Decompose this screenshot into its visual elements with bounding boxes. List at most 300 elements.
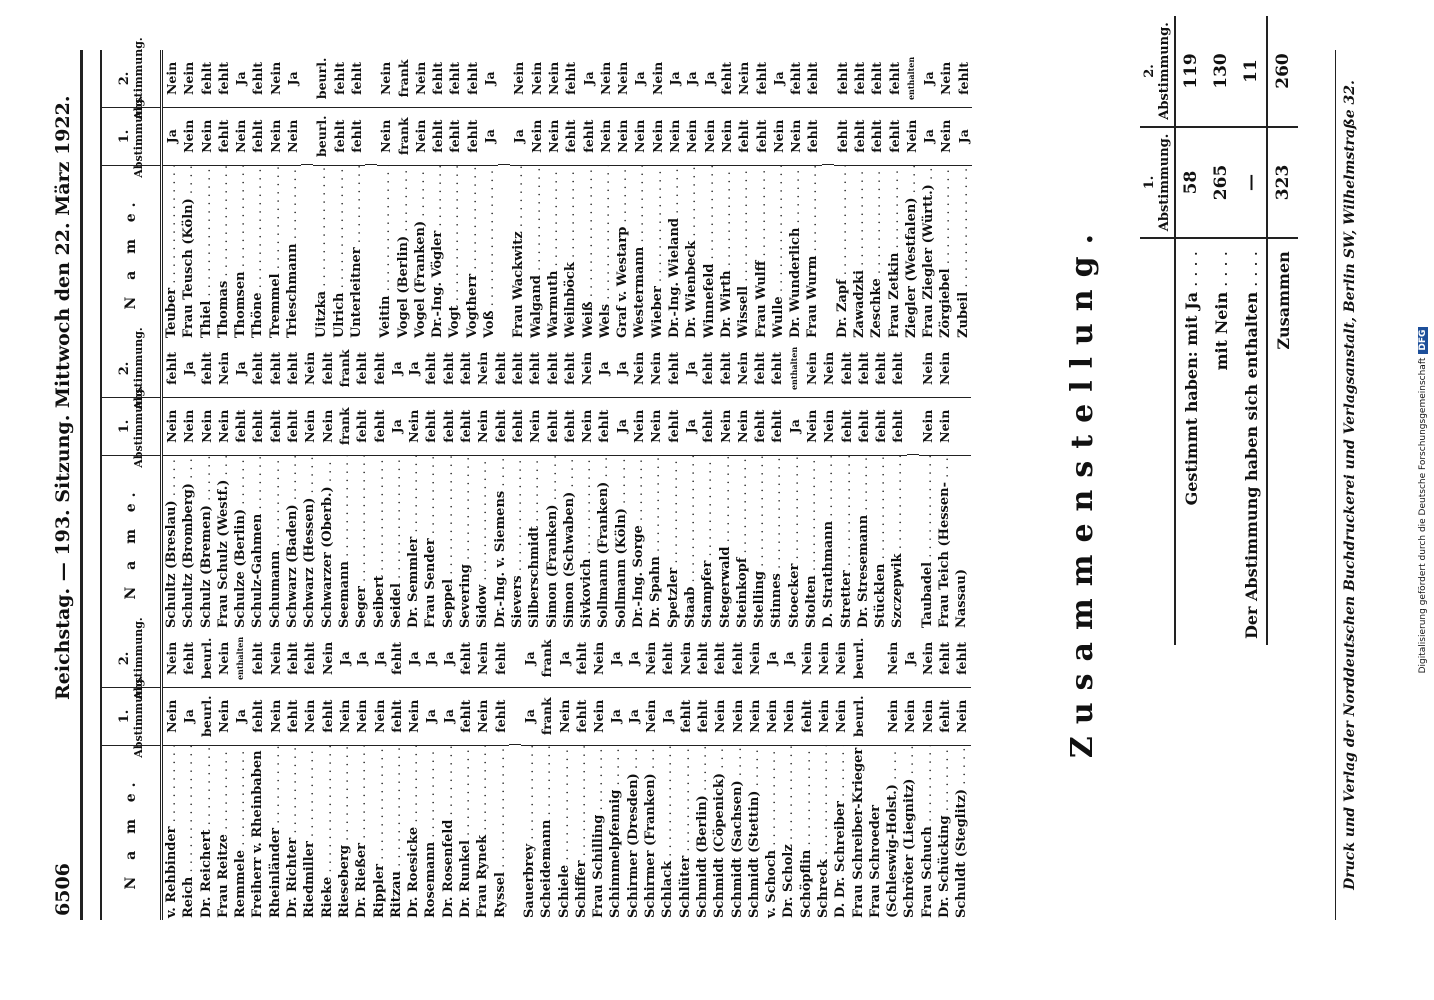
- vote2-value: fehlt: [869, 61, 885, 95]
- row-spacer: [365, 50, 377, 340]
- table-row: [422, 340, 439, 630]
- vote2-value: Nein: [648, 351, 664, 386]
- member-name: Thöne . . .: [249, 165, 266, 340]
- vote2-value: Nein: [511, 61, 527, 96]
- vote2-value: Nein: [302, 351, 318, 386]
- vote2-value: Ja: [625, 651, 641, 666]
- vote1-value: Ja: [422, 687, 439, 745]
- vote1-value: fehlt: [232, 397, 249, 455]
- table-row: [920, 50, 937, 340]
- vote2-value: Nein: [919, 641, 935, 676]
- vote2-value: fehlt: [250, 351, 266, 385]
- vote1-value: fehlt: [215, 107, 232, 165]
- table-row: [919, 340, 936, 630]
- table-row: [232, 50, 249, 340]
- table-body: [163, 630, 971, 920]
- member-name: Sollmann (Köln) . . .: [613, 455, 630, 630]
- vote1-value: beurl.: [850, 687, 867, 745]
- table-row: [953, 340, 970, 630]
- vote2-value: Nein: [591, 641, 607, 676]
- vote2-value: fehlt: [430, 61, 446, 95]
- member-name: D. Dr. Schreiber . . .: [832, 745, 849, 920]
- vote1-value: Nein: [683, 107, 700, 165]
- member-name: Veitin . . .: [377, 165, 394, 340]
- vote1-value: Nein: [701, 107, 718, 165]
- vote2-value: Nein: [319, 641, 335, 676]
- table-row: [371, 340, 388, 630]
- vote1-value: Nein: [787, 107, 804, 165]
- summary-nein-vote2: 130: [1206, 16, 1236, 126]
- member-name: Schmidt (Berlin) . . .: [694, 745, 711, 920]
- member-name: Unterleitner . . .: [348, 165, 365, 340]
- vote2-value: fehlt: [886, 61, 902, 95]
- vote2-value: fehlt: [855, 351, 871, 385]
- table-row: [561, 340, 578, 630]
- table-row: [682, 340, 699, 630]
- vote2-value: Ja: [354, 651, 370, 666]
- vote1-value: Nein: [198, 397, 215, 455]
- table-row: [422, 630, 439, 920]
- vote2-value: enthalten: [905, 56, 916, 101]
- table-row: [832, 630, 849, 920]
- member-name: Sievers . . .: [509, 455, 526, 630]
- vote1-value: fehlt: [886, 107, 903, 165]
- member-name: Rieseberg . . .: [336, 745, 353, 920]
- row-spacer: [301, 50, 313, 340]
- vote1-value: Nein: [284, 107, 301, 165]
- member-name: Silberschmidt . . .: [526, 455, 543, 630]
- vote2-value: Nein: [215, 351, 231, 386]
- table-row: [446, 50, 463, 340]
- table-row: [405, 340, 422, 630]
- vote1-value: Nein: [267, 687, 284, 745]
- table-row: [319, 340, 336, 630]
- vote1-value: fehlt: [267, 397, 284, 455]
- vote2-value: beurl.: [850, 637, 866, 680]
- vote2-value: Ja: [921, 71, 937, 86]
- vote1-value: Nein: [371, 687, 388, 745]
- member-name: Wieber . . .: [649, 165, 666, 340]
- vote2-value: frank: [539, 639, 555, 678]
- table-row: [353, 340, 370, 630]
- summary-nein-vote1: 265: [1206, 127, 1236, 238]
- vote1-value: Nein: [884, 687, 901, 745]
- digitization-note: Digitalisierung gefördert durch die Deutsche Forschungsgemeinschaft DFG: [1418, 0, 1428, 1000]
- table-row: [683, 50, 700, 340]
- name-column-header: N a m e.: [102, 165, 160, 340]
- member-name: Zeschke . . .: [868, 165, 885, 340]
- vote2-value: enthalten: [235, 636, 246, 681]
- summary-ja-vote1: 58: [1175, 127, 1206, 238]
- table-row: [319, 630, 336, 920]
- vote1-value: Nein: [936, 397, 953, 455]
- vote2-value: Ja: [285, 71, 301, 86]
- vote2-column-header: 2. Abstimmung.: [117, 37, 145, 120]
- member-name: Seppel . . .: [440, 455, 457, 630]
- header-rule: [80, 50, 83, 920]
- vote2-column-header: 2. Abstimmung.: [117, 327, 145, 410]
- vote2-value: Nein: [164, 641, 179, 676]
- member-name: Staab . . .: [682, 455, 699, 630]
- member-name: Dr. Schücking . . .: [936, 745, 953, 920]
- table-row: [578, 340, 595, 630]
- member-name: Frau Schuch . . .: [919, 745, 936, 920]
- table-row: [735, 50, 752, 340]
- table-row: [301, 630, 318, 920]
- member-name: Sauerbrey . . .: [521, 745, 538, 920]
- vote1-value: Nein: [647, 397, 664, 455]
- vote1-value: fehlt: [446, 107, 463, 165]
- vote1-value: fehlt: [677, 687, 694, 745]
- member-name: Frau Wulff . . .: [753, 165, 770, 340]
- vote1-value: fehlt: [429, 107, 446, 165]
- member-name: Riedmiller . . .: [301, 745, 318, 920]
- vote1-value: Nein: [301, 397, 318, 455]
- vote2-value: Nein: [734, 351, 750, 386]
- member-name: Schöpflin . . .: [798, 745, 815, 920]
- table-row: [267, 50, 284, 340]
- table-row: [163, 50, 180, 340]
- vote2-value: fehlt: [527, 351, 543, 385]
- table-row: [457, 340, 474, 630]
- vote1-column-header: 1. Abstimmung.: [102, 107, 160, 165]
- table-row: [868, 50, 885, 340]
- vote2-value: fehlt: [544, 351, 560, 385]
- vote1-value: fehlt: [699, 397, 716, 455]
- table-row: [919, 630, 936, 920]
- vote2-value: [867, 630, 884, 687]
- member-name: Warmuth . . .: [545, 165, 562, 340]
- vote2-value: fehlt: [769, 351, 785, 385]
- vote2-value: fehlt: [729, 641, 745, 675]
- vote1-value: Nein: [734, 397, 751, 455]
- vote2-value: Nein: [181, 61, 197, 96]
- member-name: Graf v. Westarp . . .: [614, 165, 631, 340]
- table-row: [751, 340, 768, 630]
- table-row: [521, 630, 538, 920]
- vote1-value: fehlt: [580, 107, 597, 165]
- table-row: [590, 630, 607, 920]
- vote2-value: frank: [395, 59, 411, 98]
- vote1-value: Ja: [786, 397, 803, 455]
- member-name: Stoecker . . .: [786, 455, 803, 630]
- vote2-value: Nein: [803, 351, 819, 386]
- vote1-value: Nein: [319, 397, 336, 455]
- member-name: Dr.-Ing. Sorge . . .: [630, 455, 647, 630]
- vote1-value: [867, 687, 884, 745]
- member-name: Szczepwik . . .: [889, 455, 906, 630]
- vote2-value: fehlt: [302, 641, 318, 675]
- vote2-value: fehlt: [285, 641, 301, 675]
- vote1-value: Nein: [232, 107, 249, 165]
- table-row: [901, 630, 918, 920]
- vote1-value: fehlt: [388, 687, 405, 745]
- member-name: Frau Sender . . .: [422, 455, 439, 630]
- vote2-value: Nein: [919, 351, 935, 386]
- table-row: [804, 50, 821, 340]
- summary-total-vote2: 260: [1267, 16, 1298, 126]
- member-name: Schirmer (Franken) . . .: [642, 745, 659, 920]
- table-row: [180, 50, 197, 340]
- vote2-value: Ja: [682, 361, 698, 376]
- member-name: Schultz (Breslau) . . .: [163, 455, 180, 630]
- vote2-value: fehlt: [250, 61, 266, 95]
- vote1-value: Nein: [163, 687, 180, 745]
- table-row: [677, 630, 694, 920]
- member-name: Schwarzer (Oberb.) . . .: [319, 455, 336, 630]
- vote1-value: Nein: [711, 687, 728, 745]
- table-row: [313, 50, 330, 340]
- table-row: [798, 630, 815, 920]
- vote2-value: Nein: [615, 61, 631, 96]
- vote1-value: Ja: [510, 107, 527, 165]
- member-name: Schiffer . . .: [573, 745, 590, 920]
- vote2-value: Ja: [632, 71, 648, 86]
- table-row: [163, 340, 180, 630]
- vote2-value: Nein: [579, 351, 595, 386]
- vote2-value: Ja: [336, 651, 352, 666]
- member-name: Schmidt (Cöpenick) . . .: [711, 745, 728, 920]
- table-row: [647, 340, 664, 630]
- vote1-value: Nein: [746, 687, 763, 745]
- table-row: [872, 340, 889, 630]
- vote2-value: fehlt: [440, 351, 456, 385]
- table-row: [474, 340, 491, 630]
- table-row: [377, 50, 394, 340]
- vote1-value: fehlt: [798, 687, 815, 745]
- table-row: [388, 630, 405, 920]
- member-name: Wissell . . .: [735, 165, 752, 340]
- table-row: [336, 340, 353, 630]
- name-column-header: N a m e.: [102, 455, 160, 630]
- vote2-value: fehlt: [834, 61, 850, 95]
- table-row: [937, 50, 954, 340]
- vote2-value: fehlt: [464, 61, 480, 95]
- member-name: Simon (Schwaben) . . .: [561, 455, 578, 630]
- page-title: Reichstag. — 193. Sitzung. Mittwoch den 22. März 1922.: [52, 95, 74, 700]
- vote1-value: Nein: [180, 107, 197, 165]
- vote2-value: fehlt: [447, 61, 463, 95]
- member-name: Frau Rynek . . .: [474, 745, 491, 920]
- vote2-value: fehlt: [348, 61, 364, 95]
- vote1-value: Nein: [180, 397, 197, 455]
- vote2-value: frank: [336, 349, 352, 388]
- vote1-value: Nein: [820, 397, 837, 455]
- member-name: Thiel . . .: [198, 165, 215, 340]
- vote1-value: fehlt: [872, 397, 889, 455]
- vote1-value: Nein: [474, 397, 491, 455]
- member-name: Vogtherr . . .: [464, 165, 481, 340]
- table-row: [180, 630, 197, 920]
- table-row: [580, 50, 597, 340]
- table-row: [215, 630, 232, 920]
- vote2-value: Nein: [885, 641, 901, 676]
- member-name: Stücklen . . .: [872, 455, 889, 630]
- vote1-value: Nein: [919, 687, 936, 745]
- table-row: [528, 50, 545, 340]
- table-row: [545, 50, 562, 340]
- vote1-value: fehlt: [804, 107, 821, 165]
- table-row: [595, 340, 612, 630]
- vote1-value: Nein: [377, 107, 394, 165]
- vote2-value: fehlt: [509, 351, 525, 385]
- member-name: Schlüter . . .: [677, 745, 694, 920]
- vote2-value: Ja: [440, 651, 456, 666]
- table-row: [371, 630, 388, 920]
- vote1-value: fehlt: [768, 397, 785, 455]
- vote1-value: Nein: [474, 687, 491, 745]
- vote1-value: fehlt: [284, 397, 301, 455]
- vote1-value: fehlt: [936, 687, 953, 745]
- table-row: [267, 630, 284, 920]
- summary-ja-vote2: 119: [1175, 16, 1206, 126]
- vote2-value: Ja: [667, 71, 683, 86]
- member-name: Teuber . . .: [163, 165, 180, 340]
- member-name: Seibert . . .: [371, 455, 388, 630]
- vote2-value: Nein: [815, 641, 831, 676]
- vote1-value: Nein: [937, 107, 954, 165]
- vote2-value: Nein: [267, 641, 283, 676]
- member-name: Frau Schulz (Westf.) . . .: [215, 455, 232, 630]
- member-name: Stelling . . .: [751, 455, 768, 630]
- vote2-value: beurl.: [198, 637, 214, 680]
- table-row: [729, 630, 746, 920]
- table-row: [249, 340, 266, 630]
- table-row: [348, 50, 365, 340]
- table-row: [717, 340, 734, 630]
- table-row: [867, 630, 884, 920]
- vote1-value: fehlt: [319, 687, 336, 745]
- vote1-value: fehlt: [284, 687, 301, 745]
- vote2-value: fehlt: [955, 61, 971, 95]
- table-row: [625, 630, 642, 920]
- vote1-value: fehlt: [834, 107, 851, 165]
- member-name: Schultz (Bromberg) . . .: [180, 455, 197, 630]
- vote2-value: fehlt: [573, 641, 589, 675]
- member-name: Seger . . .: [353, 455, 370, 630]
- table-row: [763, 630, 780, 920]
- vote2-value: fehlt: [563, 61, 579, 95]
- vote2-value: Ja: [371, 651, 387, 666]
- vote2-value: fehlt: [250, 641, 266, 675]
- member-name: Dr. Semmler . . .: [405, 455, 422, 630]
- table-row: [820, 340, 837, 630]
- vote2-value: Nein: [746, 641, 762, 676]
- member-name: Dr. Wunderlich . . .: [787, 165, 804, 340]
- table-row: [855, 340, 872, 630]
- table-row: [614, 50, 631, 340]
- table-body: [163, 340, 971, 630]
- member-name: Voß . . .: [481, 165, 498, 340]
- member-name: Dr.-Ing. Vögler . . .: [429, 165, 446, 340]
- member-name: Schuldt (Steglitz) . . .: [953, 745, 970, 920]
- member-name: Thomsen . . .: [232, 165, 249, 340]
- vote1-value: Nein: [412, 107, 429, 165]
- vote2-value: fehlt: [660, 641, 676, 675]
- member-name: (Schleswig-Holst.) . . .: [884, 745, 901, 920]
- table-row: [198, 630, 215, 920]
- vote1-value: fehlt: [562, 107, 579, 165]
- vote2-value: fehlt: [753, 61, 769, 95]
- vote2-value: fehlt: [752, 351, 768, 385]
- vote2-value: Nein: [631, 351, 647, 386]
- vote1-value: fehlt: [595, 397, 612, 455]
- member-name: Dr. Wirth . . .: [718, 165, 735, 340]
- member-name: Sidow . . .: [474, 455, 491, 630]
- vote-table-2: [100, 327, 971, 630]
- table-row: [562, 50, 579, 340]
- vote1-value: Nein: [590, 687, 607, 745]
- table-row: [267, 340, 284, 630]
- vote2-value: Nein: [798, 641, 814, 676]
- table-row: [631, 50, 648, 340]
- member-name: Rieke . . .: [319, 745, 336, 920]
- table-row: [734, 340, 751, 630]
- vote2-value: Ja: [701, 71, 717, 86]
- table-row: [630, 340, 647, 630]
- vote2-value: fehlt: [215, 61, 231, 95]
- table-row: [903, 50, 920, 340]
- member-name: Steinkopf . . .: [734, 455, 751, 630]
- vote2-value: fehlt: [954, 641, 970, 675]
- vote2-value: Ja: [482, 71, 498, 86]
- summary-row-enthalten: Der Abstimmung haben sich enthalten . . . . — 11: [1236, 16, 1267, 645]
- vote2-value: fehlt: [164, 351, 179, 385]
- table-row: [180, 340, 197, 630]
- vote-table-3: [100, 37, 972, 340]
- member-name: Dr. Roesicke . . .: [405, 745, 422, 920]
- table-row: [538, 630, 555, 920]
- vote1-column-header: 1. Abstimmung.: [102, 687, 160, 745]
- table-row: [694, 630, 711, 920]
- vote2-value: fehlt: [285, 351, 301, 385]
- table-row: [884, 630, 901, 920]
- member-name: Vogel (Berlin) . . .: [395, 165, 412, 340]
- vote1-value: Ja: [521, 687, 538, 745]
- vote1-value: Nein: [630, 397, 647, 455]
- member-name: Thomas . . .: [215, 165, 232, 340]
- table-row: [353, 630, 370, 920]
- table-row: [544, 340, 561, 630]
- vote2-value: beurl.: [314, 57, 330, 100]
- summary-vote2-header: 2. Abstimmung.: [1140, 16, 1175, 126]
- vote2-value: fehlt: [838, 351, 854, 385]
- vote1-value: Nein: [556, 687, 573, 745]
- vote2-value: Ja: [613, 361, 629, 376]
- member-name: Winnefeld . . .: [701, 165, 718, 340]
- member-name: Remmele . . .: [232, 745, 249, 920]
- member-name: Schimmelpfennig . . .: [607, 745, 624, 920]
- member-name: Stinnes . . .: [768, 455, 785, 630]
- member-name: Sivkovich . . .: [578, 455, 595, 630]
- table-row: [718, 50, 735, 340]
- vote1-value: fehlt: [838, 397, 855, 455]
- vote2-value: Nein: [412, 61, 428, 96]
- vote1-value: Ja: [607, 687, 624, 745]
- vote2-value: Nein: [597, 61, 613, 96]
- summary-header-row: [1140, 16, 1175, 645]
- vote2-value: Nein: [528, 61, 544, 96]
- member-name: Dr. Reichert . . .: [198, 745, 215, 920]
- vote2-value: fehlt: [665, 351, 681, 385]
- member-name: D. Strathmann . . .: [820, 455, 837, 630]
- vote1-value: Nein: [780, 687, 797, 745]
- table-row: [815, 630, 832, 920]
- member-name: Dr. Scholz . . .: [780, 745, 797, 920]
- member-name: Tremmel . . .: [267, 165, 284, 340]
- vote2-value: Ja: [423, 651, 439, 666]
- table-row: [464, 50, 481, 340]
